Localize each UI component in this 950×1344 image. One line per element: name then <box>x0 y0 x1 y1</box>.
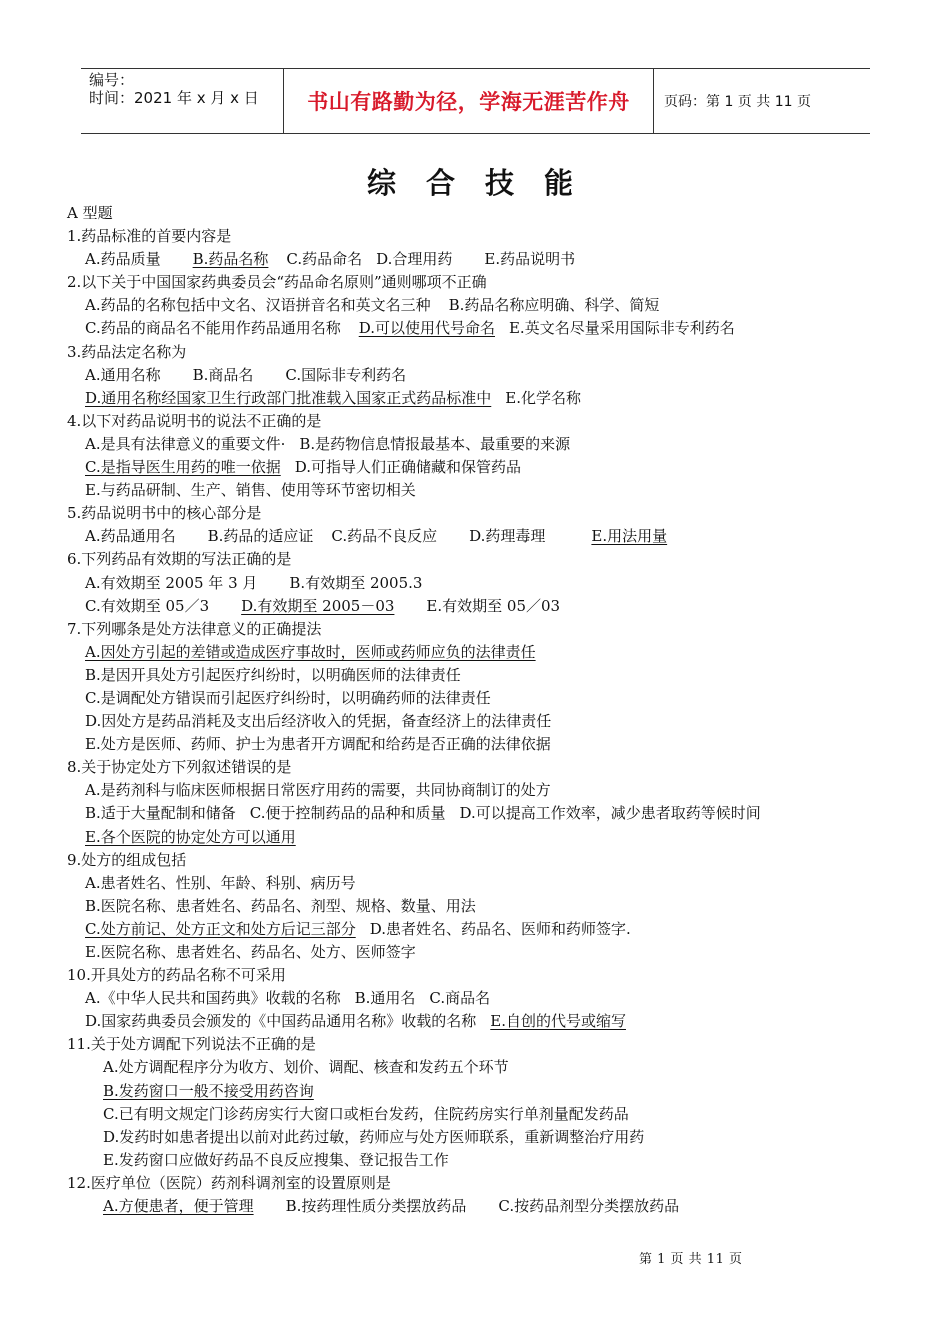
option: A.药品通用名 <box>85 527 176 546</box>
question-1-stem: 1.药品标准的首要内容是 <box>67 227 232 246</box>
option: B.通用名 <box>354 989 416 1008</box>
question-5-stem: 5.药品说明书中的核心部分是 <box>67 504 262 523</box>
option: D.患者姓名、药品名、医师和药师签字. <box>369 919 631 938</box>
option: C.按药品剂型分类摆放药品 <box>498 1197 680 1216</box>
question-8-option-a: A.是药剂科与临床医师根据日常医疗用药的需要，共同协商制订的处方 <box>85 781 551 800</box>
section-heading: A 型题 <box>67 204 113 222</box>
question-2-stem: 2.以下关于中国国家药典委员会“药品命名原则”通则哪项不正确 <box>67 273 487 292</box>
header-meta <box>81 69 283 133</box>
option: C.商品名 <box>429 989 491 1008</box>
doc-time: 时间：2021 年 x 月 x 日 <box>89 89 259 107</box>
answer-option: E.各个医院的协定处方可以通用 <box>85 827 296 846</box>
option: B.商品名 <box>192 365 254 384</box>
question-4-options-row3 <box>67 479 867 502</box>
question-10-options-row1 <box>67 987 867 1010</box>
option: D.可指导人们正确储藏和保管药品 <box>294 458 521 477</box>
option: A.药品的名称包括中文名、汉语拼音名和英文名三种 <box>85 296 431 315</box>
question-7-stem: 7.下列哪条是处方法律意义的正确提法 <box>67 619 322 638</box>
answer-option: C.处方前记、处方正文和处方后记三部分 <box>85 919 356 938</box>
question-4-options-row2 <box>67 456 867 479</box>
option: C.药品不良反应 <box>331 527 438 546</box>
question-3-options-row2 <box>67 387 867 410</box>
option: E.与药品研制、生产、销售、使用等环节密切相关 <box>85 481 416 500</box>
question-5-options <box>67 525 867 548</box>
answer-option: A.方便患者，便于管理 <box>103 1197 254 1216</box>
question-2-options-row2 <box>67 317 867 340</box>
doc-number: 编号： <box>89 71 135 89</box>
question-3-stem: 3.药品法定名称为 <box>67 342 187 361</box>
question-2-options-row1 <box>67 294 867 317</box>
option: C.药品命名 <box>286 250 363 269</box>
question-8-stem: 8.关于协定处方下列叙述错误的是 <box>67 758 292 777</box>
question-9-options-row3 <box>67 918 867 941</box>
option: A.药品质量 <box>85 250 161 269</box>
question-11-option-a: A.处方调配程序分为收方、划价、调配、核查和发药五个环节 <box>103 1058 509 1077</box>
option: B.药品的适应证 <box>207 527 314 546</box>
question-7-option-d: D.因处方是药品消耗及支出后经济收入的凭据，备查经济上的法律责任 <box>85 712 552 731</box>
question-11-option-c: C.已有明文规定门诊药房实行大窗口或柜台发药，住院药房实行单剂量配发药品 <box>103 1104 629 1123</box>
answer-option: D.通用名称经国家卫生行政部门批准载入国家正式药品标准中 <box>85 388 492 407</box>
answer-option: E.自创的代号或缩写 <box>490 1012 626 1031</box>
question-7-option-e: E.处方是医师、药师、护士为患者开方调配和给药是否正确的法律依据 <box>85 735 551 754</box>
option: D.药理毒理 <box>469 527 546 546</box>
question-9-option-e: E.医院名称、患者姓名、药品名、处方、医师签字 <box>85 943 416 961</box>
option: B.按药理性质分类摆放药品 <box>285 1197 467 1216</box>
option: E.英文名尽量采用国际非专利药名 <box>508 319 735 338</box>
question-12-options <box>67 1195 867 1218</box>
option: B.药品名称应明确、科学、简短 <box>448 296 660 315</box>
question-7-option-a <box>67 641 867 664</box>
question-9-option-b: B.医院名称、患者姓名、药品名、剂型、规格、数量、用法 <box>85 896 476 915</box>
question-7-option-c: C.是调配处方错误而引起医疗纠纷时，以明确药师的法律责任 <box>85 688 491 707</box>
question-12-stem: 12.医疗单位（医院）药剂科调剂室的设置原则是 <box>67 1173 391 1192</box>
option: C.国际非专利药名 <box>285 365 407 384</box>
option: C.药品的商品名不能用作药品通用名称 <box>85 319 341 338</box>
answer-option: B.发药窗口一般不接受用药咨询 <box>103 1081 314 1100</box>
question-11-option-b <box>67 1080 867 1103</box>
question-10-options-row2 <box>67 1010 867 1033</box>
question-6-options-row1 <box>67 572 867 595</box>
page-title: 综合技能 <box>366 166 603 200</box>
question-11-option-d: D.发药时如患者提出以前对此药过敏，药师应与处方医师联系，重新调整治疗用药 <box>103 1127 645 1146</box>
option: A.是具有法律意义的重要文件· <box>85 434 286 453</box>
question-11-option-e: E.发药窗口应做好药品不良反应搜集、登记报告工作 <box>103 1150 449 1169</box>
question-7-option-b: B.是因开具处方引起医疗纠纷时，以明确医师的法律责任 <box>85 665 461 684</box>
option: D.国家药典委员会颁发的《中国药品通用名称》收载的名称 <box>85 1012 477 1031</box>
header-page-number: 页码：第 1 页 共 11 页 <box>664 94 811 110</box>
option: E.有效期至 05／03 <box>426 596 561 615</box>
option: E.药品说明书 <box>484 250 576 269</box>
page-footer: 第 1 页 共 11 页 <box>639 1252 743 1267</box>
option: A.《中华人民共和国药典》收载的名称 <box>85 989 341 1008</box>
question-11-stem: 11.关于处方调配下列说法不正确的是 <box>67 1035 316 1054</box>
option: C.有效期至 05／3 <box>85 596 210 615</box>
header-slogan: 书山有路勤为径，学海无涯苦作舟 <box>283 69 654 133</box>
option: D.可以提高工作效率，减少患者取药等候时间 <box>459 804 761 823</box>
question-4-stem: 4.以下对药品说明书的说法不正确的是 <box>67 411 322 430</box>
question-9-option-a: A.患者姓名、性别、年龄、科别、病历号 <box>85 873 356 892</box>
page-header <box>81 68 870 134</box>
question-8-options-row2 <box>67 802 867 825</box>
question-6-stem: 6.下列药品有效期的写法正确的是 <box>67 550 292 569</box>
option: C.便于控制药品的品种和质量 <box>249 804 446 823</box>
option: D.合理用药 <box>376 250 453 269</box>
question-9-stem: 9.处方的组成包括 <box>67 850 187 869</box>
option: B.是药物信息情报最基本、最重要的来源 <box>299 434 571 453</box>
answer-option: E.用法用量 <box>591 527 668 546</box>
option: A.有效期至 2005 年 3 月 <box>85 573 258 592</box>
answer-option: C.是指导医生用药的唯一依据 <box>85 458 281 477</box>
question-3-options-row1 <box>67 364 867 387</box>
option: B.有效期至 2005.3 <box>289 573 423 592</box>
question-10-stem: 10.开具处方的药品名称不可采用 <box>67 966 286 985</box>
answer-option: A.因处方引起的差错或造成医疗事故时，医师或药师应负的法律责任 <box>85 642 536 661</box>
answer-option: D.可以使用代号命名 <box>358 319 495 338</box>
question-4-options-row1 <box>67 433 867 456</box>
option: A.通用名称 <box>85 365 161 384</box>
question-6-options-row2 <box>67 595 867 618</box>
answer-option: D.有效期至 2005－03 <box>241 596 395 615</box>
question-list <box>67 202 867 1218</box>
answer-option: B.药品名称 <box>192 250 269 269</box>
option: E.化学名称 <box>505 388 581 407</box>
question-1-options <box>67 248 867 271</box>
option: B.适于大量配制和储备 <box>85 804 236 823</box>
question-8-option-e <box>67 826 867 849</box>
